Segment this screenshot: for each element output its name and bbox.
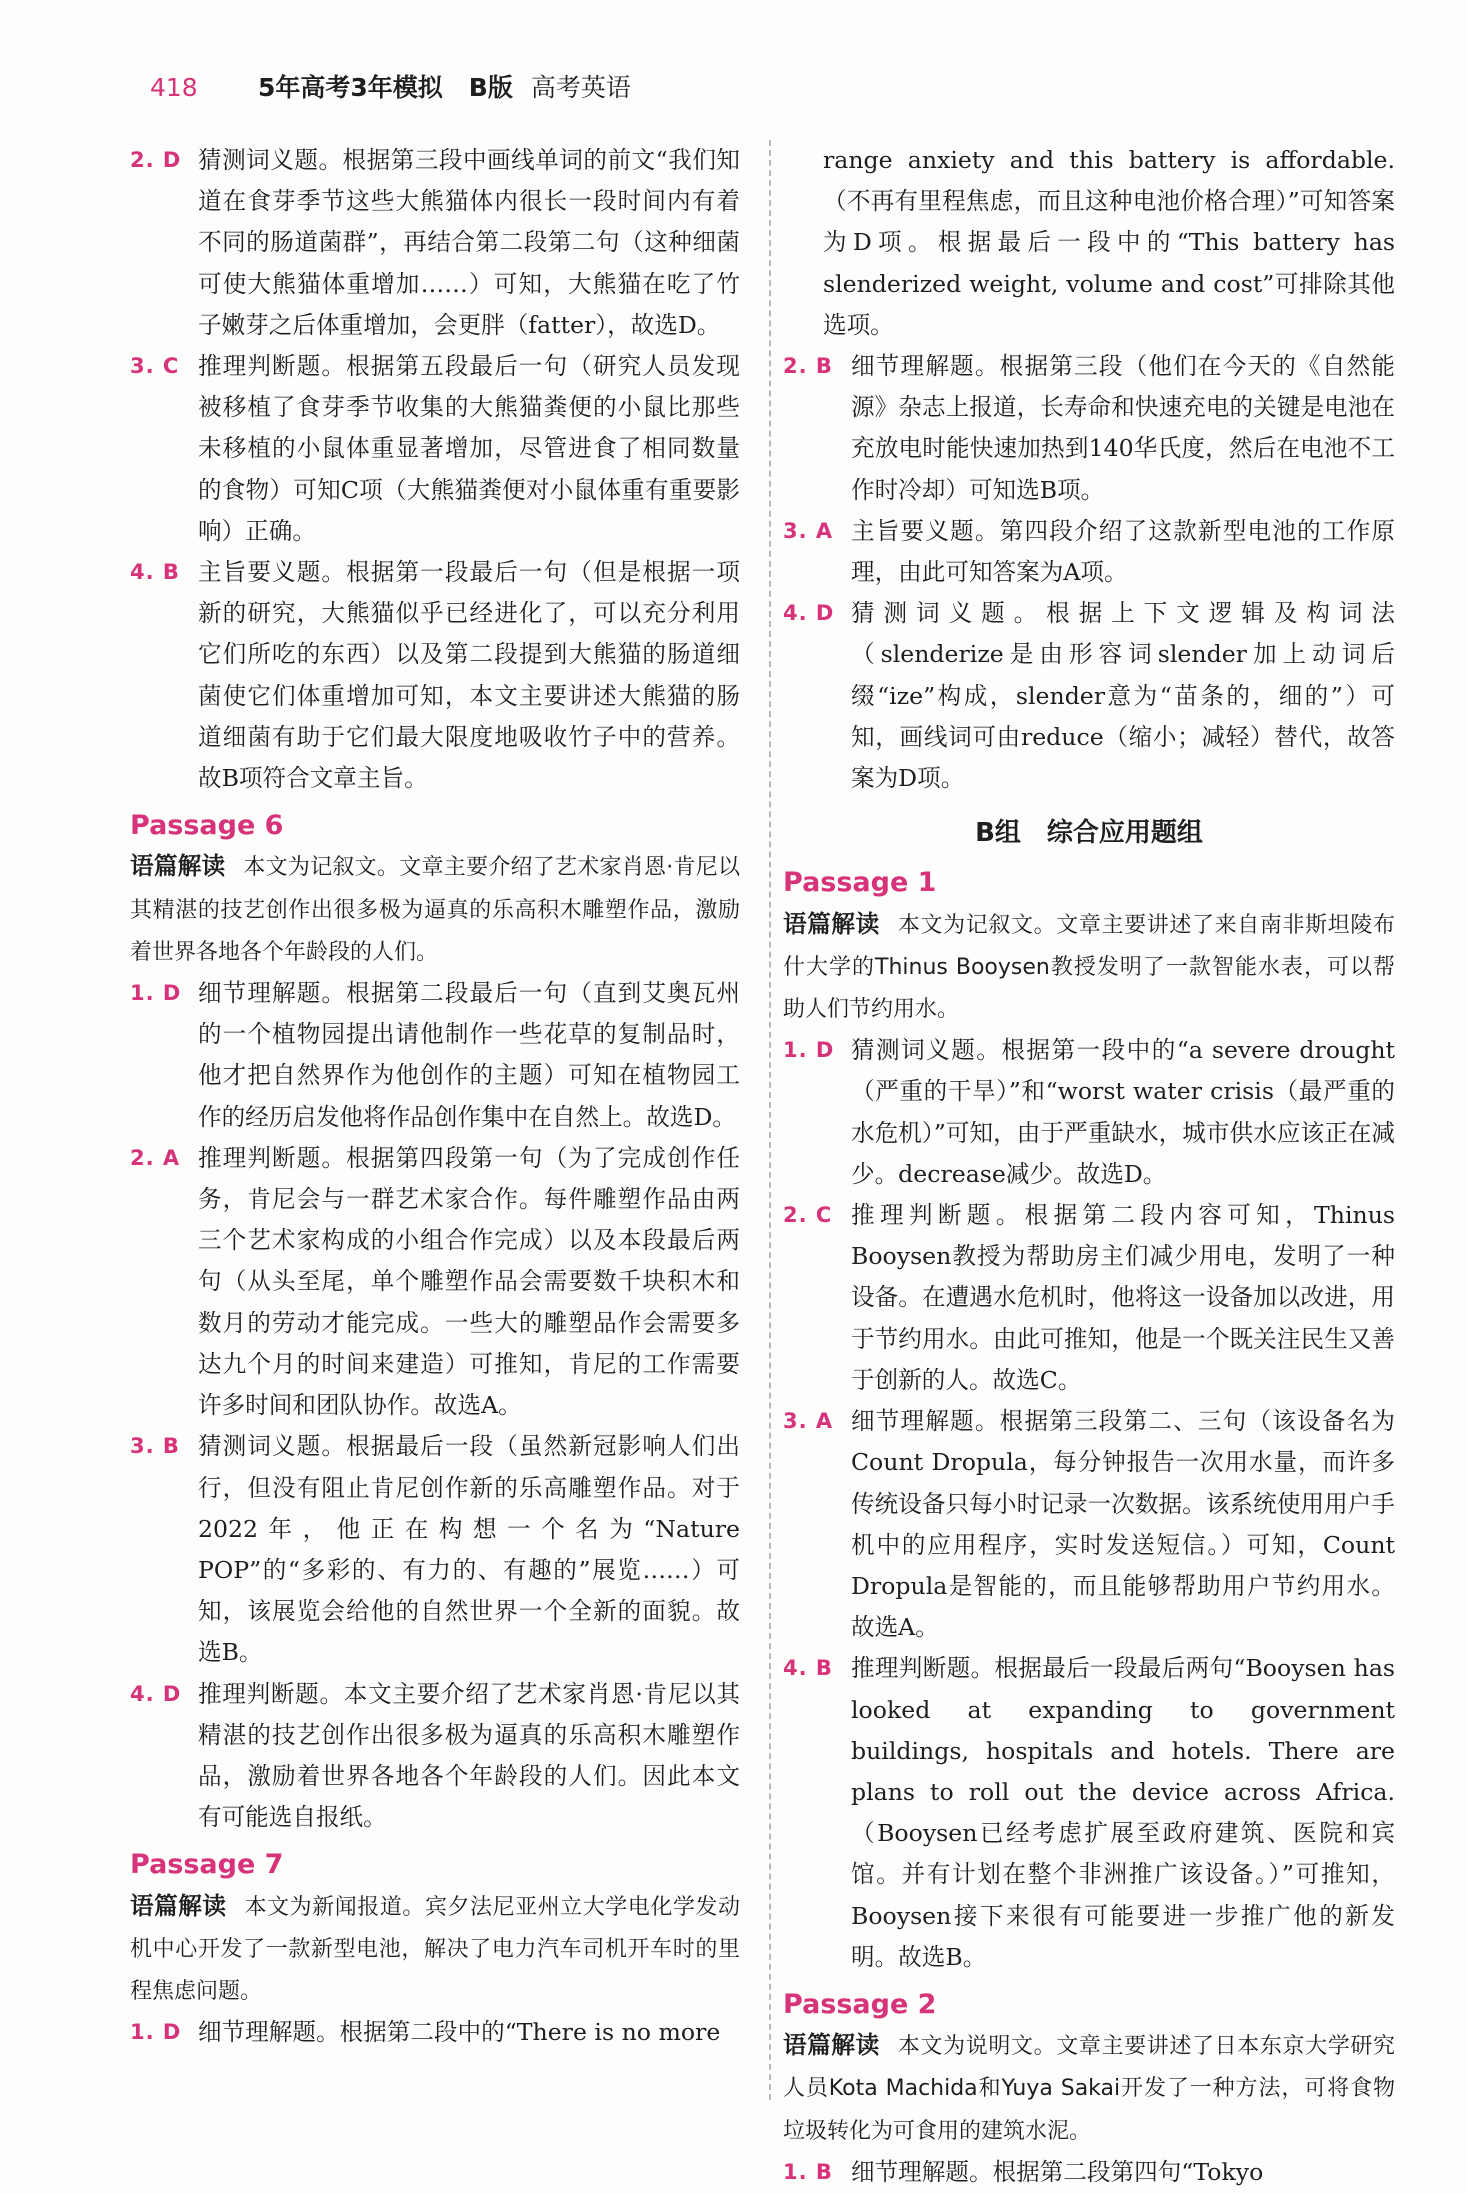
passage-summary xyxy=(783,904,1395,1031)
passage-summary xyxy=(783,2025,1395,2152)
answer-item xyxy=(130,140,740,346)
answer-explanation: 主旨要义题。根据第一段最后一句（但是根据一项新的研究，大熊猫似乎已经进化了，可以充分利用它们所吃的东西）以及第二段提到大熊猫的肠道细菌使它们体重增加可知，本文主要讲述大熊猫的肠道细菌有助于它们最大限度地吸收竹子中的营养。故B项符合文章主旨。 xyxy=(198,558,740,793)
answer-item xyxy=(783,511,1395,593)
answer-label: 2. A xyxy=(130,1145,181,1170)
answer-label: 1. D xyxy=(130,981,182,1006)
answer-item xyxy=(130,2012,740,2053)
answer-item xyxy=(130,1138,740,1426)
answer-item xyxy=(783,1401,1395,1648)
book-edition: B版 xyxy=(468,73,513,102)
answer-label: 4. D xyxy=(130,1681,182,1706)
section-group-title: B组 综合应用题组 xyxy=(975,818,1203,849)
summary-label: 语篇解读 xyxy=(783,2031,880,2060)
answer-item xyxy=(783,593,1395,799)
summary-text: 本文为记叙文。文章主要讲述了来自南非斯坦陵布什大学的Thinus Booysen教授发明了一款智能水表，可以帮助人们节约用水。 xyxy=(783,912,1395,1023)
answer-item xyxy=(130,552,740,799)
summary-text: 本文为说明文。文章主要讲述了日本东京大学研究人员Kota Machida和Yuya Sakai开发了一种方法，可将食物垃圾转化为可食用的建筑水泥。 xyxy=(783,2034,1395,2144)
answer-explanation: 推理判断题。根据最后一段最后两句“Booysen has looked at expanding to government buildings, hospitals and hotels. There are plans to roll out the device across Africa.（Booysen已经考虑扩展至政府建筑、医院和宾馆。并有计划在整个非洲推广该设备。）”可推知，Booysen接下来很有可能要进一步推广他的新发明。故选B。 xyxy=(851,1654,1395,1971)
answer-explanation: 猜测词义题。根据第一段中的“a severe drought（严重的干旱）”和“worst water crisis（最严重的水危机）”可知，由于严重缺水，城市供水应该正在减少。decrease减少。故选D。 xyxy=(851,1036,1395,1188)
passage-title: Passage 2 xyxy=(783,1988,937,2020)
answer-label: 4. B xyxy=(783,1656,833,1681)
answer-explanation: 细节理解题。根据第三段第二、三句（该设备名为Count Dropula，每分钟报告一次用水量，而许多传统设备只每小时记录一次数据。该系统使用用户手机中的应用程序，实时发送短信。）可知，Count Dropula是智能的，而且能够帮助用户节约用水。故选A。 xyxy=(851,1407,1395,1642)
answer-item xyxy=(783,2152,1395,2193)
answer-label: 3. A xyxy=(783,518,834,543)
answer-explanation: 细节理解题。根据第二段第四句“Tokyo xyxy=(851,2157,1264,2186)
summary-text: 本文为新闻报道。宾夕法尼亚州立大学电化学发动机中心开发了一款新型电池，解决了电力汽车司机开车时的里程焦虑问题。 xyxy=(130,1894,740,2004)
right-column xyxy=(783,140,1395,2193)
answer-item xyxy=(130,1674,740,1839)
answer-label: 2. C xyxy=(783,1203,833,1228)
answer-explanation: 主旨要义题。第四段介绍了这款新型电池的工作原理，由此可知答案为A项。 xyxy=(851,516,1395,587)
page-header xyxy=(150,68,631,104)
answer-explanation: 推理判断题。本文主要介绍了艺术家肖恩·肯尼以其精湛的技艺创作出很多极为逼真的乐高积木雕塑作品，激励着世界各地各个年龄段的人们。因此本文有可能选自报纸。 xyxy=(198,1679,740,1832)
passage-summary xyxy=(130,846,740,973)
passage-title: Passage 1 xyxy=(783,867,937,899)
answer-label: 2. B xyxy=(783,354,833,379)
answer-label: 4. D xyxy=(783,601,835,626)
answer-explanation: 推理判断题。根据第二段内容可知，Thinus Booysen教授为帮助房主们减少用电，发明了一种设备。在遭遇水危机时，他将这一设备加以改进，用于节约用水。由此可推知，他是一个既关注民生又善于创新的人。故选C。 xyxy=(851,1201,1395,1394)
page-number: 418 xyxy=(150,73,198,102)
summary-label: 语篇解读 xyxy=(130,1891,227,1920)
answer-item xyxy=(783,1195,1395,1401)
answer-explanation: 推理判断题。根据第四段第一句（为了完成创作任务，肯尼会与一群艺术家合作。每件雕塑作品由两三个艺术家构成的小组合作完成）以及本段最后两句（从头至尾，单个雕塑作品会需要数千块积木和数月的劳动才能完成。一些大的雕塑品作会需要多达九个月的时间来建造）可推知，肯尼的工作需要许多时间和团队协作。故选A。 xyxy=(198,1143,740,1420)
summary-text: 本文为记叙文。文章主要介绍了艺术家肖恩·肯尼以其精湛的技艺创作出很多极为逼真的乐高积木雕塑作品，激励着世界各地各个年龄段的人们。 xyxy=(130,855,741,965)
answer-label: 3. A xyxy=(783,1409,834,1434)
passage-summary xyxy=(130,1886,740,2013)
answer-explanation: 细节理解题。根据第三段（他们在今天的《自然能源》杂志上报道，长寿命和快速充电的关键是电池在充放电时能快速加热到140华氏度，然后在电池不工作时冷却）可知选B项。 xyxy=(851,352,1395,504)
left-column xyxy=(130,140,740,2053)
column-divider xyxy=(769,140,771,2100)
answer-label: 2. D xyxy=(130,148,182,172)
passage-title: Passage 6 xyxy=(130,810,284,842)
book-series-title: 5年高考3年模拟 xyxy=(258,73,443,102)
answer-continuation: range anxiety and this battery is affordable.（不再有里程焦虑，而且这种电池价格合理）”可知答案为D项。根据最后一段中的“This battery has slenderized weight, volume and cost”可排除其他选项。 xyxy=(823,146,1395,339)
passage-title: Passage 7 xyxy=(130,1849,284,1881)
answer-explanation: 猜测词义题。根据第三段中画线单词的前文“我们知道在食芽季节这些大熊猫体内很长一段时间内有着不同的肠道菌群”，再结合第二段第二句（这种细菌可使大熊猫体重增加……）可知，大熊猫在吃了竹子嫩芽之后体重增加，会更胖（fatter），故选D。 xyxy=(198,146,740,339)
answer-explanation: 细节理解题。根据第二段中的“There is no more xyxy=(198,2018,721,2047)
summary-label: 语篇解读 xyxy=(130,852,226,881)
answer-label: 1. D xyxy=(130,2020,182,2045)
answer-item xyxy=(783,1648,1395,1978)
answer-item xyxy=(130,1426,740,1673)
answer-item xyxy=(130,346,740,552)
summary-label: 语篇解读 xyxy=(783,909,880,938)
answer-label: 1. D xyxy=(783,1038,835,1063)
answer-explanation: 推理判断题。根据第五段最后一句（研究人员发现被移植了食芽季节收集的大熊猫粪便的小鼠比那些未移植的小鼠体重显著增加，尽管进食了相同数量的食物）可知C项（大熊猫粪便对小鼠体重有重要影响）正确。 xyxy=(198,352,740,545)
answer-item xyxy=(783,346,1395,511)
answer-label: 1. B xyxy=(783,2159,833,2184)
answer-explanation: 细节理解题。根据第二段最后一句（直到艾奥瓦州的一个植物园提出请他制作一些花草的复制品时，他才把自然界作为他创作的主题）可知在植物园工作的经历启发他将作品创作集中在自然上。故选D。 xyxy=(198,979,740,1131)
answer-item xyxy=(130,973,740,1138)
answer-label: 4. B xyxy=(130,560,180,585)
book-subject: 高考英语 xyxy=(530,73,631,102)
answer-label: 3. B xyxy=(130,1434,180,1459)
answer-label: 3. C xyxy=(130,354,180,379)
answer-explanation: 猜测词义题。根据上下文逻辑及构词法（slenderize是由形容词slender加上动词后缀“ize”构成，slender意为“苗条的，细的”）可知，画线词可由reduce（缩小；减轻）替代，故答案为D项。 xyxy=(851,599,1395,793)
answer-item xyxy=(783,1030,1395,1195)
answer-explanation: 猜测词义题。根据最后一段（虽然新冠影响人们出行，但没有阻止肯尼创作新的乐高雕塑作品。对于2022年，他正在构想一个名为“Nature POP”的“多彩的、有力的、有趣的”展览……）可知，该展览会给他的自然世界一个全新的面貌。故选B。 xyxy=(198,1432,740,1667)
